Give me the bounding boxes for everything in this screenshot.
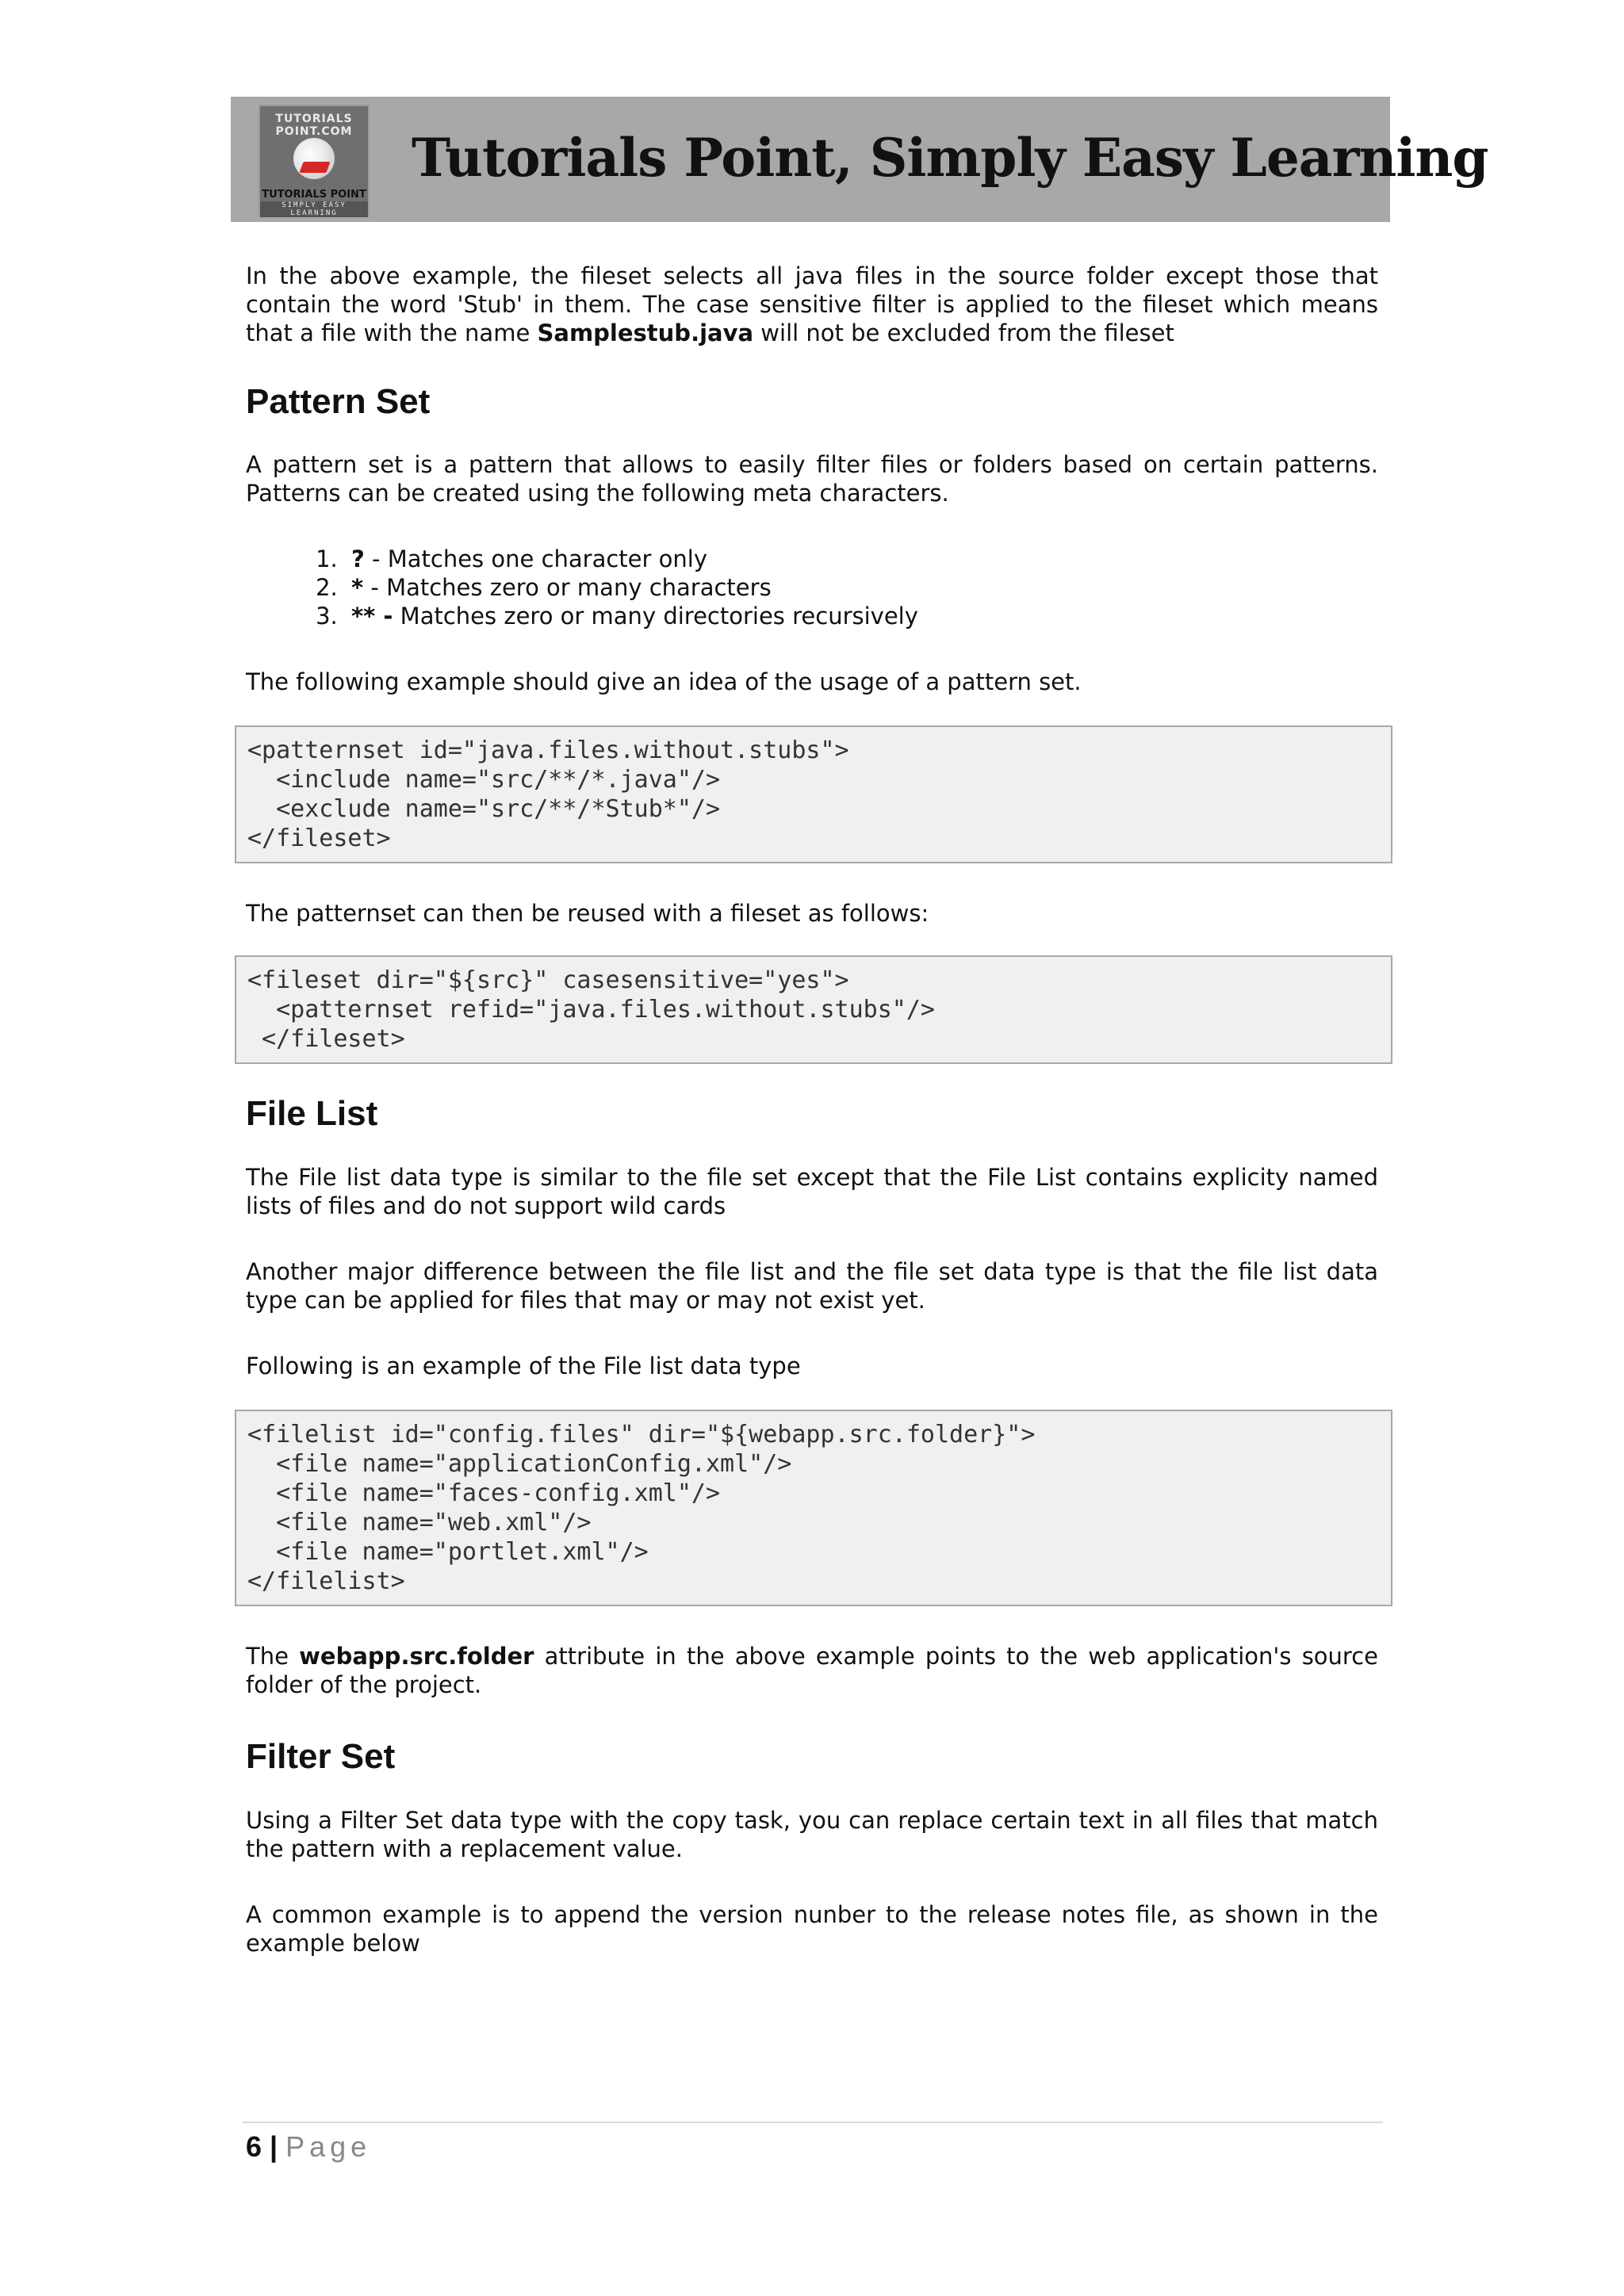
globe-icon (293, 138, 335, 179)
file-list-paragraph-4 (246, 1642, 1378, 1699)
file-list-paragraph-1: The File list data type is similar to the file set except that the File List contains explicity named lists of files and do not support wild cards (246, 1164, 1378, 1219)
meta-symbol: * (351, 574, 364, 601)
meta-symbol: ? (351, 545, 365, 572)
book-icon (299, 162, 330, 173)
list-item (345, 573, 1378, 602)
tutorials-point-logo (259, 105, 370, 217)
intro-text: In the above example, the fileset selects all java files in the source folder except those that contain the word 'Stub' in them. The case sensitive filter is applied to the fileset which means that a file with the name (246, 262, 1378, 346)
page-footer (246, 2130, 371, 2164)
filter-set-paragraph-1: Using a Filter Set data type with the copy task, you can replace certain text in all files that match the pattern with a replacement value. (246, 1807, 1378, 1862)
footer-separator: | (262, 2130, 286, 2163)
footer-divider (243, 2122, 1383, 2123)
list-item (345, 602, 1378, 630)
code-block-filelist: <filelist id="config.files" dir="${webapp.src.folder}"> <file name="applicationConfig.xml"/> <file name="faces-config.xml"/> <file name="web.xml"/> <file name="portlet.xml"/> </filelist> (235, 1410, 1392, 1606)
intro-bold-filename: Samplestub.java (537, 320, 754, 346)
logo-tagline: SIMPLY EASY LEARNING (260, 201, 368, 217)
code-block-patternset: <patternset id="java.files.without.stubs"> <include name="src/**/*.java"/> <exclude name="src/**/*Stub*"/> </fileset> (235, 725, 1392, 863)
heading-file-list: File List (246, 1094, 378, 1133)
intro-paragraph (246, 262, 1378, 347)
logo-name: TUTORIALS POINT (262, 189, 366, 201)
code-block-fileset: <fileset dir="${src}" casesensitive="yes"> <patternset refid="java.files.without.stubs"/> </fileset> (235, 955, 1392, 1064)
page-header (231, 97, 1488, 222)
heading-pattern-set: Pattern Set (246, 382, 431, 421)
patternset-reuse-intro: The patternset can then be reused with a fileset as follows: (246, 900, 929, 927)
pattern-example-intro: The following example should give an idea of the usage of a pattern set. (246, 668, 1082, 695)
attribute-bold-name: webapp.src.folder (299, 1643, 534, 1670)
filter-set-paragraph-2: A common example is to append the version nunber to the release notes file, as shown in the example below (246, 1901, 1378, 1957)
intro-text-end: will not be excluded from the fileset (753, 320, 1174, 346)
list-item (345, 545, 1378, 573)
meta-description: Matches zero or many directories recursively (393, 603, 918, 629)
meta-symbol: ** - (351, 603, 393, 629)
meta-character-list (246, 545, 1378, 630)
pattern-set-intro: A pattern set is a pattern that allows to easily filter files or folders based on certain patterns. Patterns can be created using the following meta characters. (246, 451, 1378, 507)
logo-arc-text: TUTORIALS POINT.COM (275, 113, 353, 138)
page-label: Page (285, 2130, 372, 2163)
file-list-paragraph-2: Another major difference between the file list and the file set data type is that the file list data type can be applied for files that may or may not exist yet. (246, 1258, 1378, 1314)
page-content (246, 262, 1378, 1957)
meta-description: - Matches zero or many characters (363, 574, 772, 601)
header-title: Tutorials Point, Simply Easy Learning (412, 127, 1488, 189)
meta-description: - Matches one character only (364, 545, 707, 572)
file-list-paragraph-3: Following is an example of the File list data type (246, 1353, 801, 1380)
attribute-text: The (246, 1643, 300, 1670)
page-number: 6 (246, 2130, 262, 2163)
heading-filter-set: Filter Set (246, 1737, 396, 1776)
attribute-text-end: attribute in the above example points to the web application's source folder of the project. (246, 1643, 1379, 1698)
